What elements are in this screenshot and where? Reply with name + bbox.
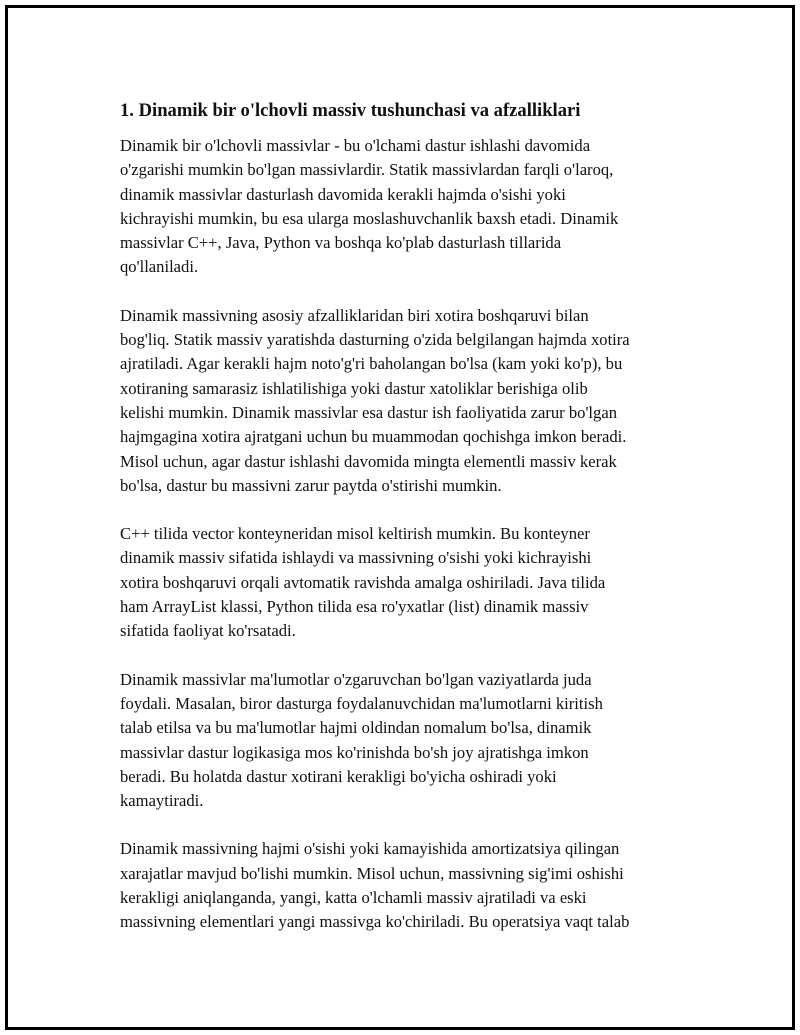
text-line: Misol uchun, agar dastur ishlashi davomida mingta elementli massiv kerak [120,451,617,471]
text-line: massivning elementlari yangi massivga ko'chiriladi. Bu operatsiya vaqt talab [120,912,630,932]
text-line: hajmgagina xotira ajratgani uchun bu muammodan qochishga imkon beradi. [120,427,627,447]
text-line: massivlar dastur logikasiga mos ko'rinishda bo'sh joy ajratishga imkon [120,742,589,762]
text-line: massivlar C++, Java, Python va boshqa ko'plab dasturlash tillarida [120,233,562,253]
paragraph-5 [120,837,720,934]
text-line: kichrayishi mumkin, bu esa ularga moslashuvchanlik baxsh etadi. Dinamik [120,208,619,228]
text-line: qo'llaniladi. [120,257,199,277]
text-line: kerakligi aniqlanganda, yangi, katta o'lchamli massiv ajratiladi va eski [120,888,587,908]
paragraph-1 [120,134,720,280]
section-heading: 1. Dinamik bir o'lchovli massiv tushunchasi va afzalliklari [120,100,581,121]
text-line: dinamik massivlar dasturlash davomida kerakli hajmda o'sishi yoki [120,184,566,204]
document-page [5,5,795,1030]
text-line: o'zgarishi mumkin bo'lgan massivlardir. Statik massivlardan farqli o'laroq, [120,160,614,180]
text-line: ham ArrayList klassi, Python tilida esa ro'yxatlar (list) dinamik massiv [120,597,589,617]
text-line: kamaytiradi. [120,791,204,811]
text-line: Dinamik massivlar ma'lumotlar o'zgaruvchan bo'lgan vaziyatlarda juda [120,669,592,689]
paragraph-3 [120,522,720,643]
text-line: xotira boshqaruvi orqali avtomatik ravishda amalga oshiriladi. Java tilida [120,572,606,592]
text-line: xarajatlar mavjud bo'lishi mumkin. Misol uchun, massivning sig'imi oshishi [120,863,624,883]
text-line: bog'liq. Statik massiv yaratishda dasturning o'zida belgilangan hajmda xotira [120,330,630,350]
text-line: Dinamik massivning hajmi o'sishi yoki kamayishida amortizatsiya qilingan [120,839,620,859]
text-line: ajratiladi. Agar kerakli hajm noto'g'ri baholangan bo'lsa (kam yoki ko'p), bu [120,354,623,374]
paragraph-2 [120,304,720,498]
text-line: kelishi mumkin. Dinamik massivlar esa dastur ish faoliyatida zarur bo'lgan [120,402,618,422]
document-content [120,98,720,959]
text-line: dinamik massiv sifatida ishlaydi va massivning o'sishi yoki kichrayishi [120,548,592,568]
text-line: sifatida faoliyat ko'rsatadi. [120,621,296,641]
text-line: Dinamik bir o'lchovli massivlar - bu o'lchami dastur ishlashi davomida [120,136,591,155]
text-line: xotiraning samarasiz ishlatilishiga yoki dastur xatoliklar berishiga olib [120,378,588,398]
text-line: C++ tilida vector konteyneridan misol keltirish mumkin. Bu konteyner [120,524,590,544]
text-line: talab etilsa va bu ma'lumotlar hajmi oldindan nomalum bo'lsa, dinamik [120,718,592,738]
text-line: foydali. Masalan, biror dasturga foydalanuvchidan ma'lumotlarni kiritish [120,693,603,713]
text-line: bo'lsa, dastur bu massivni zarur paytda o'stirishi mumkin. [120,475,502,495]
paragraph-4 [120,668,720,814]
text-line: beradi. Bu holatda dastur xotirani kerakligi bo'yicha oshiradi yoki [120,766,557,786]
text-line: Dinamik massivning asosiy afzalliklaridan biri xotira boshqaruvi bilan [120,305,589,325]
